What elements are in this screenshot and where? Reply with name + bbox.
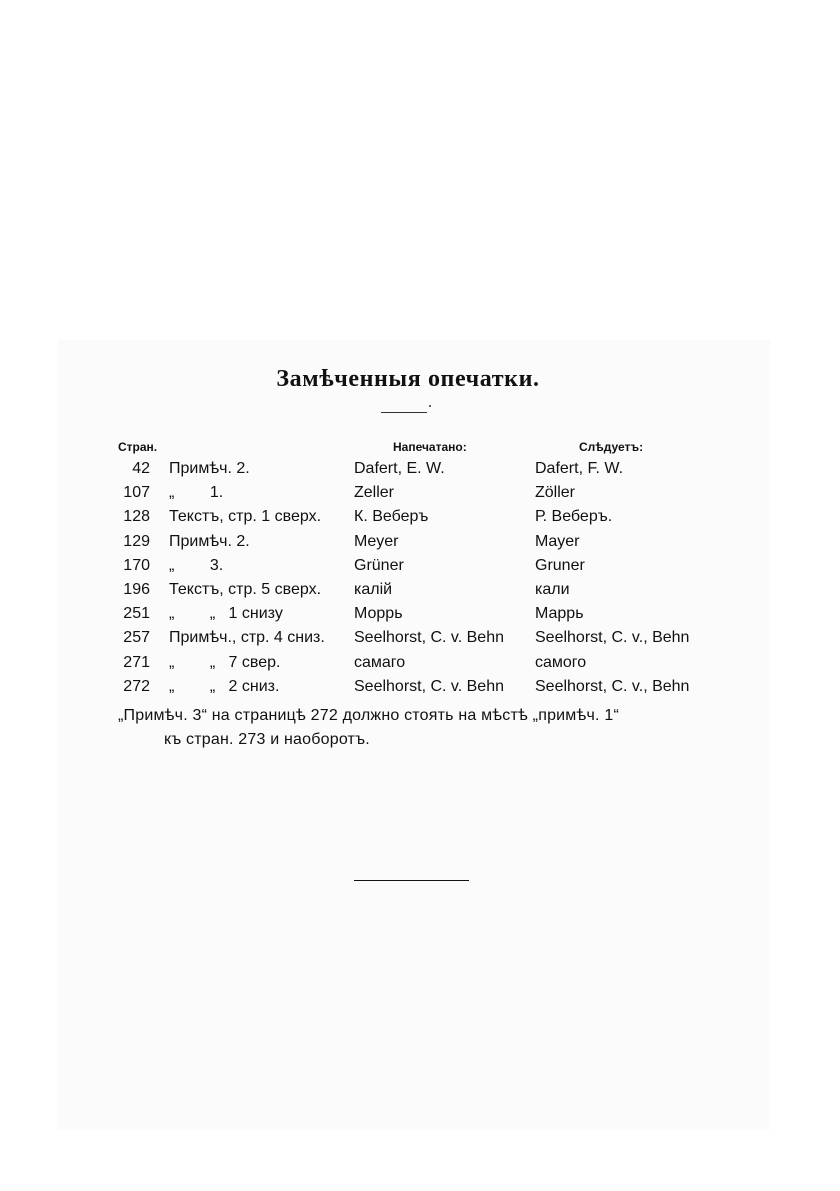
title-divider — [381, 412, 427, 413]
row-page-number: 251 — [123, 605, 150, 623]
row-location: Текстъ, стр. 1 сверх. — [169, 508, 322, 526]
closing-rule — [354, 880, 469, 881]
row-location: Примѣч. 2. — [169, 532, 250, 550]
errata-table — [0, 457, 840, 699]
row-correct-text: Маррь — [535, 605, 584, 623]
errata-row — [0, 505, 840, 529]
column-header-should-be: Слѣдуетъ: — [579, 440, 644, 454]
row-printed-text: К. Веберъ — [354, 508, 429, 526]
row-page-number: 170 — [123, 556, 150, 574]
row-correct-text: Dafert, F. W. — [535, 460, 624, 477]
errata-row — [0, 530, 840, 554]
row-printed-text: калій — [354, 580, 393, 598]
row-correct-text: Gruner — [535, 556, 585, 574]
row-correct-text: Seelhorst, C. v., Behn — [535, 629, 690, 647]
row-page-number: 271 — [123, 653, 150, 671]
row-correct-text: Р. Веберъ. — [535, 508, 613, 526]
row-correct-text: Seelhorst, C. v., Behn — [535, 677, 690, 695]
row-printed-text: Seelhorst, C. v. Behn — [354, 677, 504, 695]
row-printed-text: самаго — [354, 653, 406, 671]
footnote-line-2: къ стран. 273 и наоборотъ. — [164, 731, 370, 748]
errata-row — [0, 554, 840, 578]
column-header-printed: Напечатано: — [393, 440, 467, 454]
row-location: Примѣч., стр. 4 сниз. — [169, 629, 325, 647]
footnote-line-1: „Примѣч. 3“ на страницѣ 272 должно стоять на мѣстѣ „примѣч. 1“ — [118, 707, 619, 724]
row-correct-text: Zöller — [535, 484, 576, 502]
row-page-number: 128 — [123, 508, 150, 526]
title-divider-dot — [429, 405, 431, 407]
row-location: Примѣч. 2. — [169, 460, 250, 477]
row-printed-text: Zeller — [354, 484, 395, 502]
errata-row — [0, 626, 840, 650]
row-location: „ „ 2 сниз. — [169, 677, 280, 695]
row-printed-text: Seelhorst, C. v. Behn — [354, 629, 504, 647]
column-header-page: Стран. — [118, 440, 158, 454]
row-location: „ 1. — [169, 484, 224, 502]
errata-row — [0, 651, 840, 675]
row-printed-text: Dafert, E. W. — [354, 460, 445, 477]
row-page-number: 196 — [123, 580, 150, 598]
errata-row — [0, 602, 840, 626]
row-page-number: 257 — [123, 629, 150, 647]
row-page-number: 107 — [123, 484, 150, 502]
row-correct-text: Mayer — [535, 532, 580, 550]
errata-row — [0, 457, 840, 481]
row-page-number: 129 — [123, 532, 150, 550]
row-printed-text: Grüner — [354, 556, 404, 574]
errata-row — [0, 481, 840, 505]
row-location: Текстъ, стр. 5 сверх. — [169, 580, 322, 598]
page-title: Замѣченныя опечатки. — [276, 366, 540, 392]
row-correct-text: самого — [535, 653, 587, 671]
row-correct-text: кали — [535, 580, 570, 598]
row-page-number: 42 — [132, 460, 150, 477]
row-location: „ „ 7 свер. — [169, 653, 281, 671]
row-location: „ „ 1 снизу — [169, 605, 283, 623]
errata-row — [0, 578, 840, 602]
row-printed-text: Meyer — [354, 532, 399, 550]
row-page-number: 272 — [123, 677, 150, 695]
row-printed-text: Моррь — [354, 605, 403, 623]
row-location: „ 3. — [169, 556, 224, 574]
errata-row — [0, 675, 840, 699]
